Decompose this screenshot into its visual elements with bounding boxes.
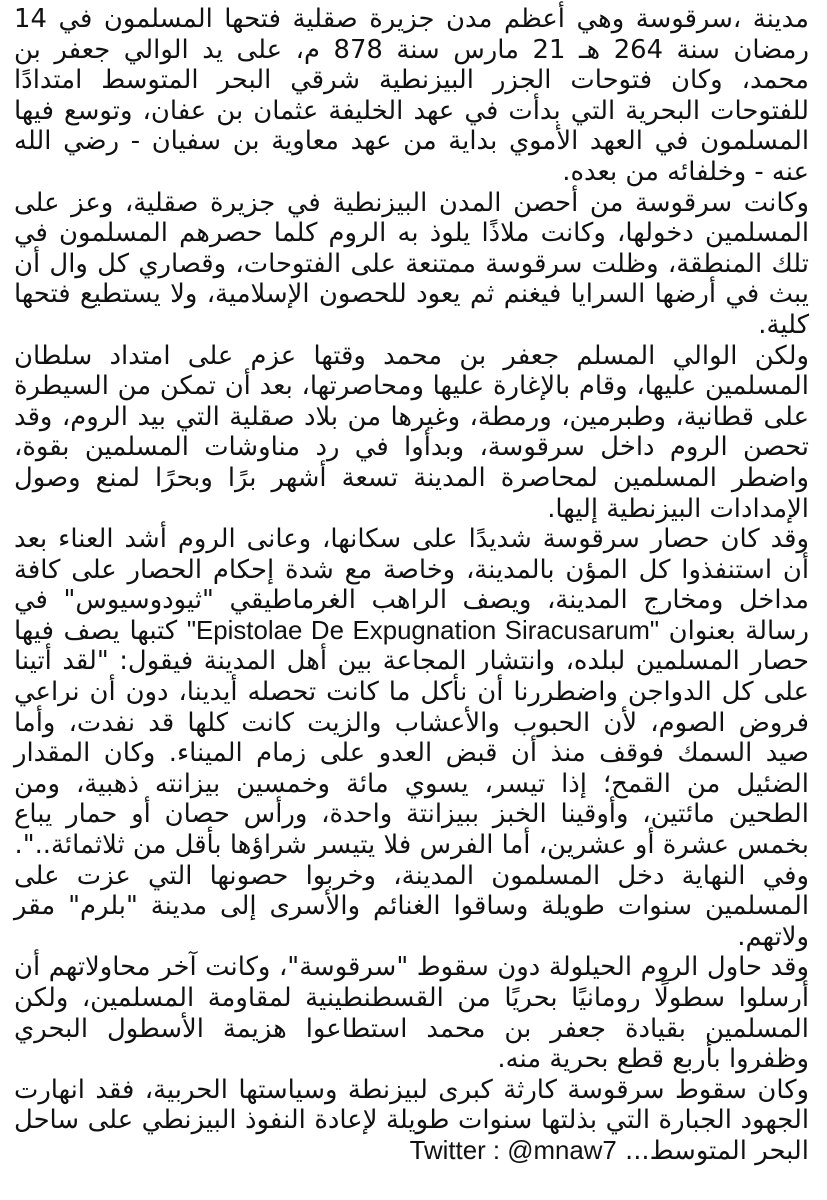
twitter-credit: Twitter : @mnaw7 bbox=[409, 1136, 617, 1165]
paragraph-7-text: وكان سقوط سرقوسة كارثة كبرى لبيزنطة وسياستها الحربية، فقد انهارت الجهود الجبارة التي بذلتها سنوات طويلة لإعادة النفوذ البيزنطي على ساحل البحر المتوسط... bbox=[14, 1074, 809, 1166]
paragraph-4-continuation: كتبها يصف فيها حصار المسلمين لبلده، وانتشار المجاعة بين أهل المدينة فيقول: "لقد أتينا على كل الدواجن واضطررنا أن نأكل ما كانت تحصله أيدينا، دون أن نراعي فروض الصوم، لأن الحبوب والأعشاب والزيت كانت كلها قد نفدت، وأما صيد السمك فوقف منذ أن قبض العدو على زمام الميناء. وكان المقدار الضئيل من القمح؛ إذا تيسر، يسوي مائة وخمسين بيزانته ذهبية، ومن الطحين مائتين، وأوقينا الخبز ببيزانتة واحدة، ورأس حصان أو حمار يباع بخمس عشرة أو عشرين، أما الفرس فلا يتيسر شراؤها بأقل من ثلاثمائة..". bbox=[14, 615, 809, 861]
paragraph-5: وفي النهاية دخل المسلمون المدينة، وخربوا حصونها التي عزت على المسلمين سنوات طويلة وساقوا الغنائم والأسرى إلى مدينة "بلرم" مقر ولاتهم. bbox=[14, 860, 809, 952]
paragraph-4 bbox=[14, 524, 809, 861]
paragraph-7 bbox=[14, 1075, 809, 1167]
paragraph-6: وقد حاول الروم الحيلولة دون سقوط "سرقوسة"، وكانت آخر محاولاتهم أن أرسلوا سطولًا رومانيًا بحريًا من القسطنطينية لمقاومة المسلمين، ولكن المسلمين بقيادة جعفر بن محمد استطاعوا هزيمة الأسطول البحري وظفروا بأربع قطع بحرية منه. bbox=[14, 952, 809, 1075]
paragraph-4-text: وقد كان حصار سرقوسة شديدًا على سكانها، وعانى الروم أشد العناء بعد أن استنفذوا كل المؤن بالمدينة، وخاصة مع شدة إحكام الحصار على كافة مداخل ومخارج المدينة، ويصف الراهب الغرماطيقي "ثيودوسيوس" في رسالة بعنوان bbox=[14, 524, 809, 646]
paragraph-1: مدينة ،سرقوسة وهي أعظم مدن جزيرة صقلية فتحها المسلمون في 14 رمضان سنة 264 هـ 21 مارس سنة 878 م، على يد الوالي جعفر بن محمد، وكان فتوحات الجزر البيزنطية شرقي البحر المتوسط امتدادًا للفتوحات البحرية التي بدأت في عهد الخليفة عثمان بن عفان، وتوسع فيها المسلمون في العهد الأموي بداية من عهد معاوية بن سفيان - رضي الله عنه - وخلفائه من بعده. bbox=[14, 4, 809, 187]
paragraph-3: ولكن الوالي المسلم جعفر بن محمد وقتها عزم على امتداد سلطان المسلمين عليها، وقام بالإغارة عليها ومحاصرتها، بعد أن تمكن من السيطرة على قطانية، وطبرمين، ورمطة، وغيرها من بلاد صقلية التي بيد الروم، وقد تحصن الروم داخل سرقوسة، وبدأوا في رد مناوشات المسلمين بقوة، واضطر المسلمين لمحاصرة المدينة تسعة أشهر برًا وبحرًا لمنع وصول الإمدادات البيزنطية إليها. bbox=[14, 340, 809, 524]
latin-title: "Epistolae De Expugnation Siracusarum" bbox=[186, 616, 660, 645]
paragraph-2: وكانت سرقوسة من أحصن المدن البيزنطية في جزيرة صقلية، وعز على المسلمين دخولها، وكانت ملاذًا يلوذ به الروم كلما حصرهم المسلمون في تلك المنطقة، وظلت سرقوسة ممتنعة على الفتوحات، وقصاري كل وال أن يبث في أرضها السرايا فيغنم ثم يعود للحصون الإسلامية، ولا يستطيع فتحها كلية. bbox=[14, 187, 809, 340]
